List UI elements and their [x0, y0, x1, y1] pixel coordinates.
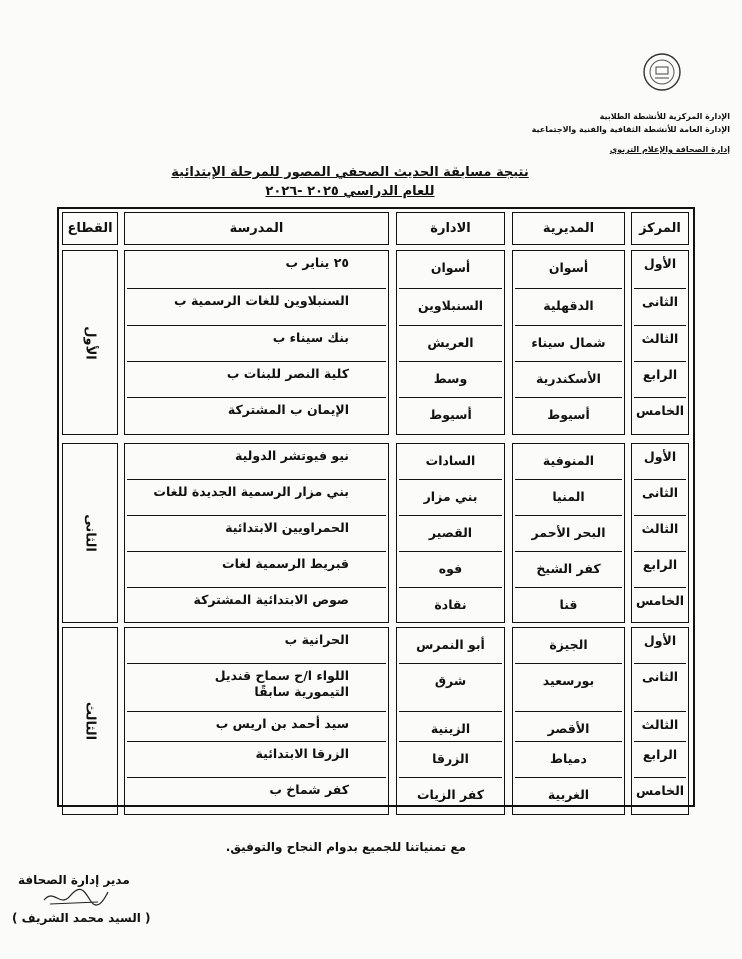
directorate-cell: الأقصر [547, 721, 590, 736]
rank-cell: الرابع [642, 367, 678, 382]
rank-cell: الثانى [641, 294, 679, 309]
row-divider [399, 361, 502, 362]
administration-cell: الزرقا [432, 751, 469, 766]
administration-cell: القصير [428, 525, 473, 540]
row-divider [399, 288, 502, 289]
directorate-cell: أسوان [548, 260, 589, 275]
row-divider [399, 515, 502, 516]
signer-title: مدير إدارة الصحافة [18, 873, 130, 887]
directorate-cell: البحر الأحمر [531, 525, 606, 540]
row-divider [399, 325, 502, 326]
school-cell: نيو فيوتشر الدولية [235, 448, 349, 463]
sector-label-1: الأول [82, 325, 98, 360]
row-divider [399, 711, 502, 712]
row-divider [399, 777, 502, 778]
row-divider [399, 663, 502, 664]
row-divider [515, 397, 622, 398]
header-label-sector: القطاع [67, 221, 113, 236]
handwritten-signature [40, 882, 110, 912]
row-divider [399, 397, 502, 398]
rank-cell: الأول [643, 633, 677, 648]
administration-cell: بني مزار [423, 489, 478, 504]
school-cell: كفر شماخ ب [269, 782, 349, 797]
administration-cell: العريش [427, 335, 474, 350]
row-divider [127, 515, 386, 516]
row-divider [515, 587, 622, 588]
rank-cell: الخامس [635, 593, 685, 608]
rank-cell: الخامس [635, 403, 685, 418]
school-cell: الإيمان ب المشتركة [227, 402, 349, 417]
row-divider [515, 515, 622, 516]
directorate-cell: قنا [559, 597, 578, 612]
administration-cell: أبو النمرس [416, 637, 485, 652]
row-divider [399, 587, 502, 588]
row-divider [127, 288, 386, 289]
row-divider [127, 587, 386, 588]
row-divider [127, 551, 386, 552]
rank-cell: الثالث [641, 521, 679, 536]
rank-cell: الرابع [642, 557, 678, 572]
rank-cell: الأول [643, 256, 677, 271]
document-title: نتيجة مسابقة الحديث الصحفي المصور للمرحلة الإبتدائية [171, 165, 529, 180]
rank-cell: الثالث [641, 331, 679, 346]
row-divider [634, 325, 686, 326]
school-cell: التيمورية سابقًا [254, 684, 349, 699]
row-divider [634, 288, 686, 289]
header-label-administration: الادارة [430, 221, 471, 236]
directorate-cell: دمياط [550, 751, 587, 766]
document-subtitle: للعام الدراسي ٢٠٢٥ -٢٠٢٦ [265, 184, 435, 199]
administration-cell: فوه [438, 561, 463, 576]
row-divider [634, 361, 686, 362]
row-divider [399, 479, 502, 480]
sector-label-2: الثانى [82, 514, 98, 552]
directorate-cell: بورسعيد [542, 673, 595, 688]
rank-cell: الأول [643, 449, 677, 464]
administration-cell: شرق [434, 673, 467, 688]
row-divider [515, 777, 622, 778]
row-divider [515, 479, 622, 480]
administration-cell: نقادة [434, 597, 467, 612]
school-cell: السنبلاوين للغات الرسمية ب [174, 293, 349, 308]
row-divider [127, 397, 386, 398]
directorate-cell: شمال سيناء [531, 335, 606, 350]
administration-cell: السادات [425, 453, 476, 468]
header-line-1: الإدارة المركزية للأنشطة الطلابية [599, 112, 730, 121]
header-line-3: إدارة الصحافة والإعلام التربوي [609, 145, 730, 154]
row-divider [634, 551, 686, 552]
row-divider [399, 741, 502, 742]
header-label-directorate: المديرية [542, 221, 595, 236]
directorate-cell: الغربية [547, 787, 590, 802]
administration-cell: كفر الزيات [416, 787, 485, 802]
header-line-2: الإدارة العامة للأنشطة الثقافية والفنية والاجتماعية [531, 125, 730, 134]
closing-wish: مع تمنياتنا للجميع بدوام النجاح والتوفيق. [225, 840, 466, 854]
row-divider [634, 479, 686, 480]
directorate-cell: أسيوط [547, 407, 590, 422]
row-divider [127, 741, 386, 742]
administration-cell: الزينية [430, 721, 471, 736]
administration-cell: أسيوط [429, 407, 472, 422]
row-divider [634, 587, 686, 588]
rank-cell: الثالث [641, 717, 679, 732]
school-cell: الزرقا الابتدائية [255, 746, 349, 761]
row-divider [634, 397, 686, 398]
rank-cell: الخامس [635, 783, 685, 798]
row-divider [127, 777, 386, 778]
row-divider [634, 741, 686, 742]
school-cell: اللواء ا/ح سماح قنديل [214, 668, 349, 683]
school-cell: صوص الابتدائية المشتركة [193, 592, 349, 607]
school-cell: الحرانية ب [284, 632, 349, 647]
rank-cell: الرابع [642, 747, 678, 762]
row-divider [515, 325, 622, 326]
sector-label-3: الثالث [82, 701, 98, 741]
directorate-cell: الجيزة [549, 637, 588, 652]
directorate-cell: الأسكندرية [536, 371, 601, 386]
row-divider [634, 663, 686, 664]
row-divider [634, 711, 686, 712]
directorate-cell: المنوفية [542, 453, 595, 468]
row-divider [515, 663, 622, 664]
school-cell: كلية النصر للبنات ب [226, 366, 349, 381]
directorate-cell: كفر الشيخ [536, 561, 601, 576]
ministry-seal-icon [642, 52, 682, 92]
row-divider [515, 288, 622, 289]
school-cell: قبريط الرسمية لغات [222, 556, 349, 571]
school-cell: بنك سيناء ب [272, 330, 349, 345]
signer-name: ( السيد محمد الشريف ) [12, 911, 151, 925]
row-divider [515, 711, 622, 712]
row-divider [399, 551, 502, 552]
row-divider [127, 361, 386, 362]
row-divider [634, 777, 686, 778]
school-cell: الحمراويين الابتدائية [225, 520, 349, 535]
administration-cell: السنبلاوين [417, 298, 484, 313]
row-divider [127, 663, 386, 664]
row-divider [515, 361, 622, 362]
rank-cell: الثانى [641, 485, 679, 500]
row-divider [127, 711, 386, 712]
administration-cell: وسط [433, 371, 468, 386]
school-cell: سيد أحمد بن اريس ب [215, 716, 349, 731]
row-divider [515, 741, 622, 742]
header-label-rank: المركز [639, 221, 681, 236]
administration-cell: أسوان [430, 260, 471, 275]
school-cell: بني مزار الرسمية الجديدة للغات [153, 484, 349, 499]
directorate-cell: المنيا [552, 489, 585, 504]
row-divider [127, 325, 386, 326]
row-divider [127, 479, 386, 480]
row-divider [515, 551, 622, 552]
row-divider [634, 515, 686, 516]
directorate-cell: الدقهلية [543, 298, 594, 313]
header-label-school: المدرسة [229, 221, 284, 236]
school-cell: ٢٥ يناير ب [285, 255, 349, 270]
rank-cell: الثانى [641, 669, 679, 684]
